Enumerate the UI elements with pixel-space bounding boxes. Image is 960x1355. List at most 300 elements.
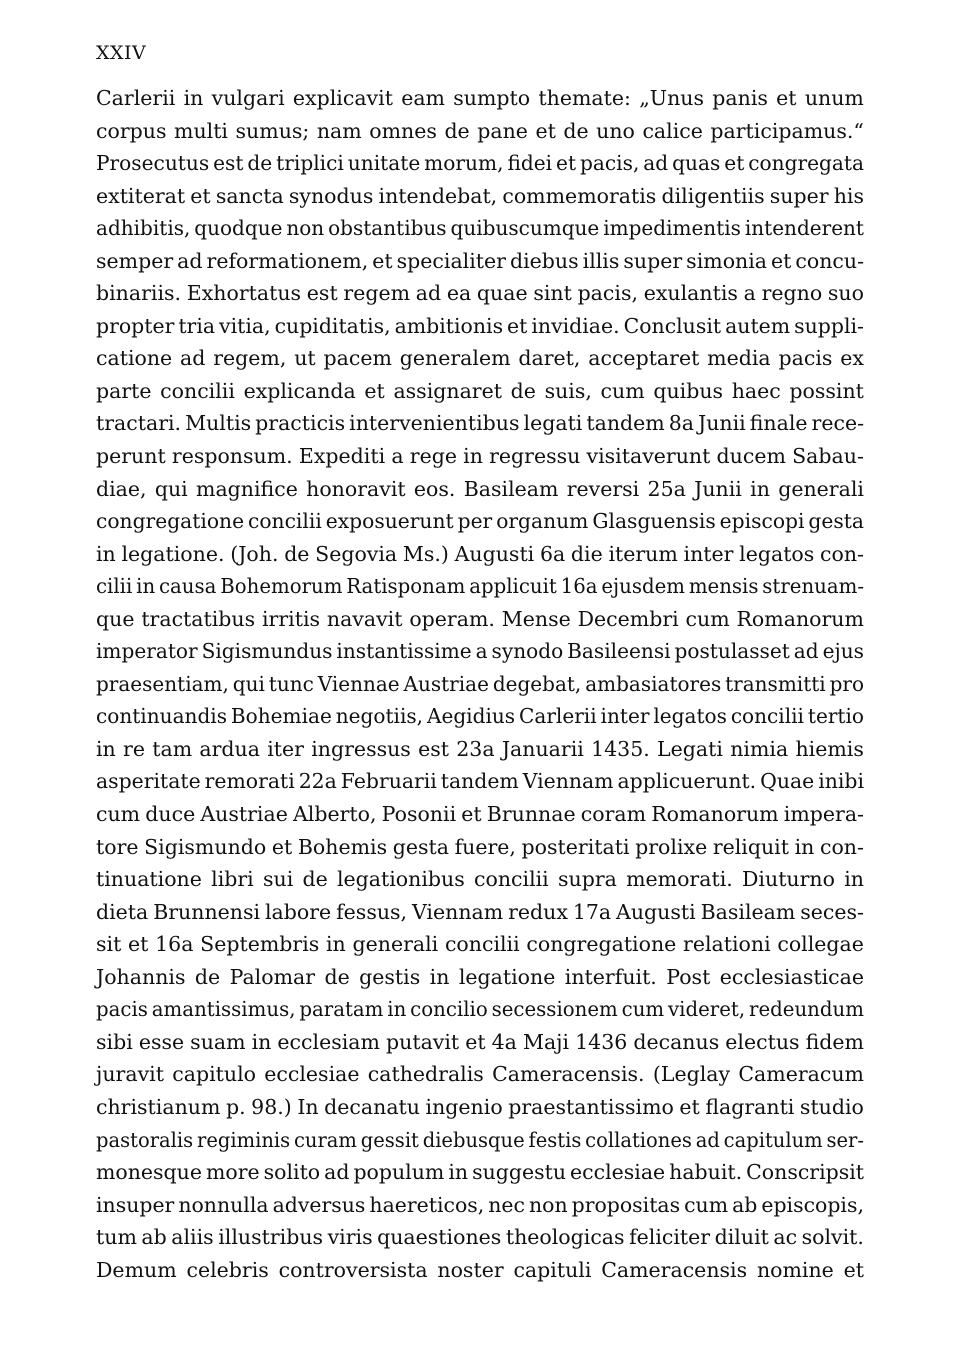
word: insuper [96,1192,175,1217]
word: Austriae [200,802,288,827]
word: regem, [213,346,287,371]
word: daret, [518,346,581,371]
page-number: XXIV [96,42,147,64]
word: ser- [826,1127,864,1152]
word: postulasset [674,639,790,664]
word: negotiis, [335,704,424,729]
word: adversus [272,1192,366,1217]
word: et [372,248,393,273]
text-line [96,1058,864,1091]
word: curam [293,1127,357,1152]
word: 23a [456,736,495,761]
word: asperitate [96,769,201,794]
word: strenuam- [762,574,864,599]
word: pro [829,671,865,696]
word: Glasguensis [592,509,716,534]
word: cum [684,1192,729,1217]
word: generali [352,932,439,957]
word: ambitionis [394,313,504,338]
word: practicis [255,411,346,436]
word: posteritati [521,834,630,859]
word: diae, [96,476,147,501]
word: seces- [800,899,864,924]
word: synodus [288,183,374,208]
word: iter [267,736,304,761]
word: Palomar [229,964,316,989]
word: commemoratis [502,183,657,208]
word: a [391,444,404,469]
word: et [465,1029,486,1054]
word: in [448,1160,469,1185]
word: controversista [278,1257,428,1282]
text-line [96,1156,864,1189]
word: pacis [778,346,833,371]
word: collationes [585,1127,692,1152]
word: ea [446,281,472,306]
word: cum [685,606,730,631]
text-line [96,733,864,766]
word: suppli- [794,313,864,338]
word: morum, [424,151,504,176]
word: concilio [410,997,488,1022]
word: Aegidius [426,704,516,729]
text-line [96,1221,864,1254]
word: theologicas [505,1225,625,1250]
text-line [96,1189,864,1222]
text-line [96,375,864,408]
word: binariis. [96,281,182,306]
word: Sabau- [792,444,864,469]
body-text [96,82,864,1286]
word: applicuerunt. [617,769,757,794]
text-line [96,603,864,636]
word: triplici [276,151,344,176]
word: non [286,216,325,241]
word: 1436 [575,1029,628,1054]
word: intenderent [744,216,864,241]
word: ad [177,248,203,273]
word: ecclesiae [570,1160,666,1185]
word: cathedralis [367,1062,484,1087]
word: Bohemiae [230,704,332,729]
word: 25a [647,476,686,501]
word: tria [178,313,216,338]
word: honoravit [306,476,406,501]
word: cum [621,997,665,1022]
word: ad [695,1127,720,1152]
word: congregatione [96,509,245,534]
word: et [724,151,745,176]
word: habuit. [669,1160,743,1185]
word: in [96,541,116,566]
word: continuandis [96,704,228,729]
word: pane [477,118,528,143]
word: studio [799,1094,864,1119]
word: et [190,183,211,208]
word: et [843,1257,864,1282]
word: impera- [783,802,864,827]
word: in [387,997,407,1022]
word: generalem [399,346,511,371]
word: de [284,541,310,566]
word: Brunnensi [153,899,261,924]
word: pacem [323,346,392,371]
word: pacis [96,997,148,1022]
word: suo [827,281,864,306]
word: con- [819,834,864,859]
word: capitulum [723,1127,823,1152]
text-line [96,440,864,473]
word: cum [600,378,645,403]
word: tandem [440,769,519,794]
word: praestantissimo [508,1094,674,1119]
word: ambasiatores [585,671,722,696]
word: Septembris [200,932,320,957]
word: electus [725,1029,800,1054]
word: reliquit [712,834,789,859]
word: sancta [215,183,284,208]
word: redux [508,899,568,924]
word: decanus [633,1029,720,1054]
word: duce [145,802,196,827]
word: capitulo [172,1062,256,1087]
word: tractari. [96,411,182,436]
word: putavit [386,1029,460,1054]
word: haereticos, [369,1192,485,1217]
text-line [96,277,864,310]
word: populum [353,1160,445,1185]
word: relationi [683,932,771,957]
word: Sigismundo [144,834,267,859]
word: (Leglay [652,1062,731,1087]
word: pastoralis [96,1127,194,1152]
word: irritis [262,606,321,631]
word: gesta [808,509,864,534]
word: vulgari [211,86,285,110]
word: in [326,932,346,957]
word: tractatibus [141,606,256,631]
word: de [302,867,328,892]
word: solvit. [801,1225,864,1250]
word: remorati [204,769,295,794]
word: autem [725,313,791,338]
word: supra [557,867,617,892]
word: regiminis [196,1127,291,1152]
word: iterum [608,541,678,566]
word: in [844,867,864,892]
word: Legati [657,736,723,761]
word: illustribus [218,1225,324,1250]
word: ardua [199,736,260,761]
word: et [771,248,792,273]
word: a [475,639,488,664]
word: Carlerii [519,704,597,729]
word: Conclusit [623,313,722,338]
word: his [833,183,864,208]
text-line [96,115,864,148]
word: tunc [268,671,314,696]
word: ducem [716,444,786,469]
word: Maji [522,1029,570,1054]
word: causa [159,574,217,599]
word: libri [211,867,254,892]
word: 16a [560,574,598,599]
word: impedimentis [603,216,741,241]
text-line [96,212,864,245]
word: media [707,346,771,371]
word: festis [528,1127,582,1152]
word: 8a [668,411,694,436]
word: nimia [730,736,789,761]
word: dieta [96,899,149,924]
word: ac [773,1225,798,1250]
word: interfuit. [564,964,657,989]
word: episcopis, [761,1192,864,1217]
word: participamus.“ [710,118,864,143]
word: Augusti [616,899,696,924]
word: fidem [805,1029,864,1054]
word: (Joh. [230,541,279,566]
word: corpus [96,118,167,143]
word: prolixe [635,834,708,859]
word: transmitti [725,671,826,696]
word: calice [642,118,703,143]
word: secessionem [491,997,618,1022]
word: assignaret [393,378,502,403]
word: gessit [360,1127,419,1152]
word: Johannis [96,964,186,989]
word: organum [496,509,589,534]
word: monesque [96,1160,202,1185]
word: a [743,281,756,306]
word: flagranti [705,1094,795,1119]
word: quibuscumque [450,216,600,241]
word: diebus [509,248,579,273]
word: inter [683,541,734,566]
word: 98.) [251,1094,292,1119]
word: inibi [818,769,864,794]
word: Demum [96,1257,177,1282]
word: episcopi [719,509,805,534]
word: concu- [795,248,865,273]
text-line [96,407,864,440]
word: sint [533,281,572,306]
word: Prosecutus [96,151,210,176]
word: concilii [248,509,322,534]
word: parte [96,378,152,403]
word: Sigismundus [201,639,333,664]
word: ad [415,281,442,306]
word: explicanda [243,378,356,403]
word: super [623,248,683,273]
word: Posonii [381,802,457,827]
word: nomine [756,1257,834,1282]
word: p. [225,1094,246,1119]
word: responsum. [171,444,293,469]
word: Carlerii [96,86,176,110]
word: praesentiam, [96,671,229,696]
word: Junii [697,411,746,436]
word: diebusque [422,1127,525,1152]
word: Conscripsit [746,1160,865,1185]
word: fidei [507,151,553,176]
text-line [96,1091,864,1124]
word: Basileam [700,899,796,924]
text-line [96,798,864,831]
word: mensis [688,574,759,599]
text-line [96,863,864,896]
word: Basileam [463,476,559,501]
word: Augusti [454,541,535,566]
word: esse [138,1029,185,1054]
word: cum [96,802,141,827]
word: vitia, [219,313,271,338]
text-line [96,342,864,375]
word: feliciter [629,1225,711,1250]
word: Basileensi [567,639,671,664]
text-line [96,473,864,506]
word: semper [96,248,174,273]
word: et [535,118,556,143]
text-line [96,82,864,115]
word: illis [582,248,620,273]
word: juravit [96,1062,164,1087]
word: in [463,444,483,469]
word: sit [96,932,122,957]
word: Diuturno [742,867,835,892]
word: ejusdem [601,574,685,599]
word: videret, [668,997,746,1022]
word: noster [437,1257,504,1282]
word: reformationem, [206,248,369,273]
word: rece- [811,411,865,436]
text-line [96,147,864,180]
word: operam. [409,606,495,631]
word: pacis, [580,151,640,176]
word: reversi [566,476,640,501]
word: Mense [501,606,571,631]
word: ut [294,346,316,371]
word: collegae [777,932,864,957]
word: magnifice [196,476,298,501]
word: catione [96,346,173,371]
word: de [444,118,470,143]
word: super [769,183,829,208]
word: per [457,509,493,534]
text-line [96,700,864,733]
word: ad [180,346,206,371]
word: eam [401,86,445,110]
word: gestis [359,964,421,989]
word: in [429,964,450,989]
word: tandem [586,411,665,436]
word: suggestu [472,1160,567,1185]
word: Post [666,964,711,989]
word: possint [789,378,864,403]
word: redeundum [749,997,864,1022]
word: Exhortatus [186,281,302,306]
word: intendebat, [378,183,498,208]
word: legationibus [336,867,465,892]
word: Segovia [315,541,398,566]
word: et [271,834,293,859]
word: viris [327,1225,373,1250]
text-line [96,831,864,864]
word: extiterat [96,183,186,208]
word: et [364,378,385,403]
word: exposuerunt [325,509,454,534]
word: celebris [186,1257,269,1282]
word: sui [262,867,294,892]
word: ejus [822,639,864,664]
word: aliis [171,1225,214,1250]
word: propter [96,313,175,338]
word: in [251,1029,272,1054]
word: ecclesiae [264,1062,360,1087]
word: unitate [347,151,421,176]
word: explicavit [292,86,393,110]
word: de [510,378,536,403]
word: quibus [653,378,724,403]
word: ingenio [425,1094,503,1119]
word: Februarii [340,769,437,794]
text-line [96,310,864,343]
word: Romanorum [651,802,779,827]
word: 6a [539,541,566,566]
word: 16a [155,932,194,957]
word: adhibitis, [96,216,191,241]
word: themate: [538,86,631,110]
word: specialiter [396,248,506,273]
word: simonia [686,248,768,273]
word: navavit [326,606,403,631]
word: 1435. [591,736,650,761]
word: est [306,281,338,306]
word: ecclesiam [277,1029,380,1054]
word: nonnulla [178,1192,269,1217]
word: Januarii [501,736,584,761]
word: Romanorum [736,606,864,631]
word: synodo [491,639,564,664]
word: de [194,964,221,989]
word: quas [672,151,721,176]
word: 17a [572,899,612,924]
word: ad [324,1160,350,1185]
text-line [96,961,864,994]
text-line [96,180,864,213]
word: que [96,606,135,631]
word: regem [343,281,411,306]
word: Ms.) [402,541,449,566]
word: sibi [96,1029,133,1054]
word: die [570,541,603,566]
word: perunt [96,444,166,469]
word: tertio [807,704,864,729]
word: haec [731,378,781,403]
word: more [205,1160,260,1185]
word: Viennam [411,899,504,924]
word: pacis, [577,281,638,306]
word: degebat, [492,671,582,696]
word: Cameracensis [601,1257,748,1282]
word: et [556,151,577,176]
word: concilii [474,867,549,892]
word: intervenientibus [349,411,520,436]
word: cupiditatis, [274,313,391,338]
word: inter [600,704,650,729]
word: qui [232,671,265,696]
text-line [96,245,864,278]
